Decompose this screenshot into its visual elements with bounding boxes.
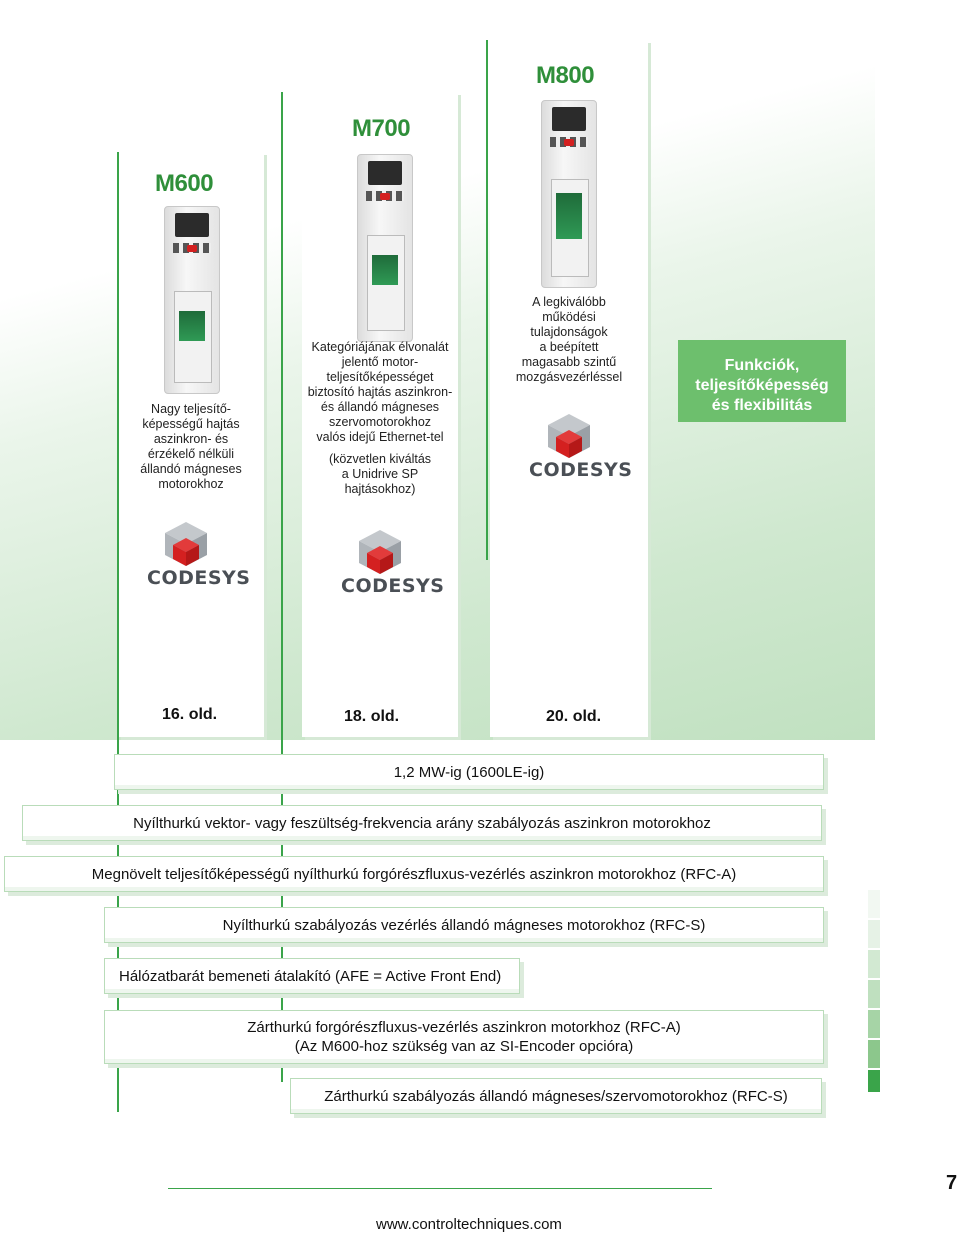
- feature-text: Zárthurkú szabályozás állandó mágneses/szervomotorokhoz (RFC-S): [324, 1087, 788, 1105]
- feature-row-3: [4, 856, 824, 892]
- codesys-cube-icon: [546, 412, 592, 460]
- feature-text: Zárthurkú forgórészfluxus-vezérlés aszinkron motorkhoz (RFC-A): [247, 1019, 681, 1036]
- side-decoration: [868, 950, 880, 978]
- codesys-logo-text-m600: CODESYS: [147, 567, 251, 589]
- column-title-m600: M600: [155, 170, 214, 197]
- footer-line: [168, 1188, 712, 1189]
- side-decoration: [868, 890, 880, 918]
- column-description-m800: A legkiválóbb működési tulajdonságok a beépített magasabb szintű mozgásvezérléssel: [515, 295, 623, 384]
- feature-row-6: [104, 1010, 824, 1064]
- side-decoration: [868, 1040, 880, 1068]
- drive-image-m700: [357, 154, 413, 342]
- feature-text: Hálózatbarát bemeneti átalakító (AFE = Active Front End): [119, 967, 502, 985]
- feature-text: Megnövelt teljesítőképességű nyílthurkú forgórészfluxus-vezérlés aszinkron motorokhoz (RFC-A): [91, 865, 737, 883]
- feature-row-2: [22, 805, 822, 841]
- feature-text: 1,2 MW-ig (1600LE-ig): [393, 763, 545, 781]
- drive-image-m800: [541, 100, 597, 288]
- side-decoration: [868, 980, 880, 1008]
- side-decoration: [868, 920, 880, 948]
- side-decoration: [868, 1070, 880, 1092]
- codesys-logo-text-m700: CODESYS: [341, 575, 445, 597]
- column-description-m600: Nagy teljesítő- képességű hajtás aszinkron- és érzékelő nélküli állandó mágneses motorokhoz: [118, 402, 264, 492]
- feature-label: Funkciók, teljesítőképesség és flexibilitás: [678, 340, 846, 422]
- column-note-m700: (közvetlen kiváltás a Unidrive SP hajtásokhoz): [328, 452, 432, 496]
- page-number: 7: [946, 1172, 958, 1194]
- feature-row-7: [290, 1078, 822, 1114]
- column-description-m700: Kategóriájának élvonalát jelentő motor- teljesítőképességet biztosító hajtás aszinkron- és állandó mágneses szervomotorokhoz valós idejű Ethernet-tel: [307, 340, 453, 444]
- codesys-logo-text-m800: CODESYS: [529, 459, 633, 481]
- column-title-m700: M700: [352, 115, 411, 142]
- feature-text: Nyílthurkú szabályozás vezérlés állandó mágneses motorokhoz (RFC-S): [222, 916, 706, 934]
- codesys-cube-icon: [357, 528, 403, 576]
- feature-row-1: [114, 754, 824, 790]
- feature-row-5: [104, 958, 520, 994]
- feature-text: Nyílthurkú vektor- vagy feszültség-frekvencia arány szabályozás aszinkron motorokhoz: [133, 814, 711, 832]
- page-ref-m800[interactable]: 20. old.: [546, 708, 602, 725]
- feature-text: (Az M600-hoz szükség van az SI-Encoder opcióra): [294, 1038, 634, 1055]
- side-decoration: [868, 1010, 880, 1038]
- page-ref-m600[interactable]: 16. old.: [162, 706, 218, 723]
- codesys-cube-icon: [163, 520, 209, 568]
- column-line-m800: [486, 40, 488, 560]
- drive-image-m600: [164, 206, 220, 394]
- footer-url[interactable]: www.controltechniques.com: [376, 1216, 562, 1233]
- feature-row-4: [104, 907, 824, 943]
- column-title-m800: M800: [536, 62, 595, 89]
- page-ref-m700[interactable]: 18. old.: [344, 708, 400, 725]
